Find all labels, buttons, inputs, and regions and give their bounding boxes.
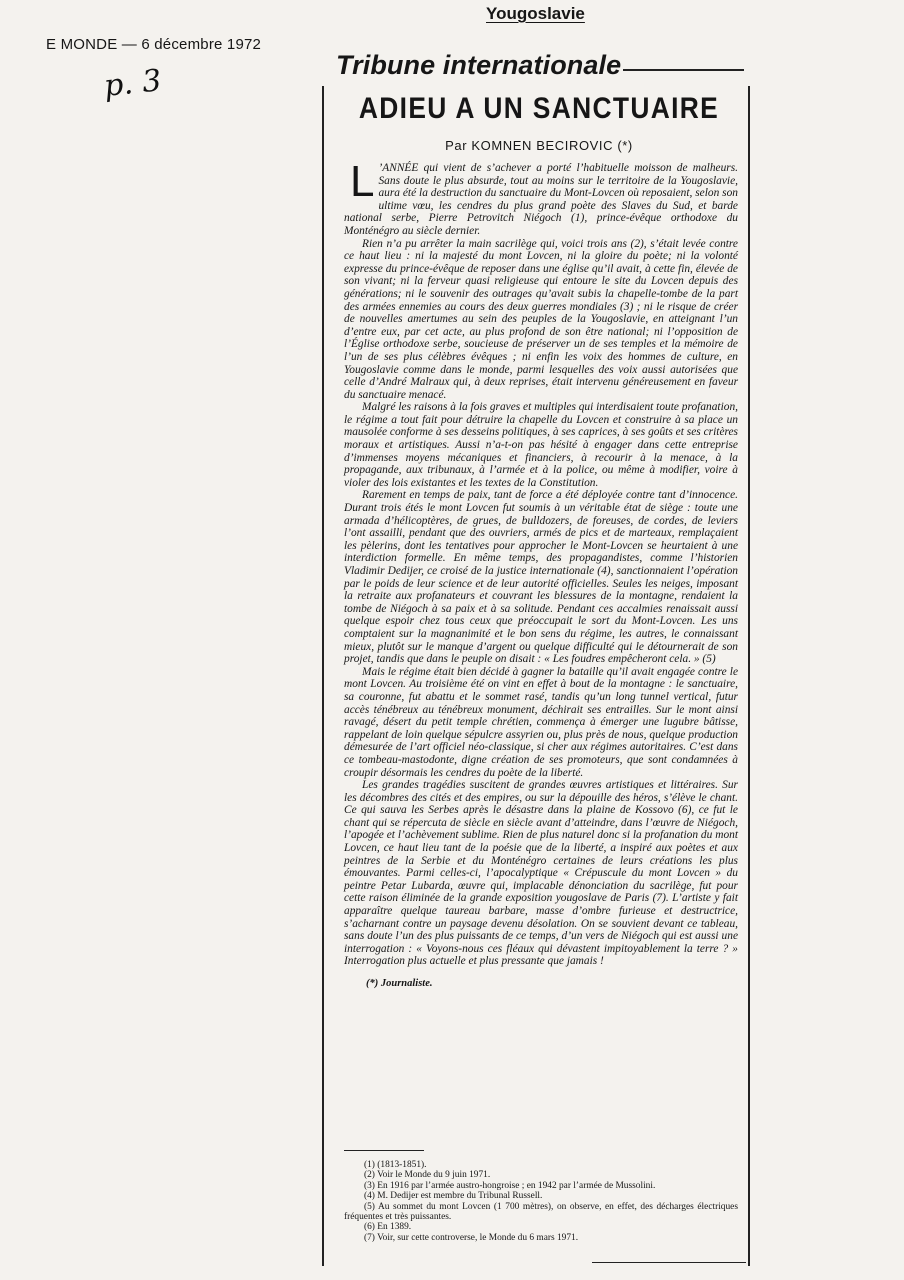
article-paragraph: Rien n’a pu arrêter la main sacrilège qui, voici trois ans (2), s’était levée contre ce haut lieu : ni la majesté du mont Lovcen, ni la gloire du poète; ni la volonté expresse du prince-évêque de reposer dans une église qu’il avait, à cette fin, élevée de son vivant; ni la ferveur quasi religieuse qui entoure le site du Lovcen depuis des générations; ni le souvenir des outrages qu’avait subis la chapelle-tombe de la part des armées ennemies au cours des deux guerres mondiales (3) ; ni le risque de créer de nouvelles amertumes au sein des peuples de la Yougoslavie, en atteignant l’un d’entre eux, par cet acte, au plus profond de son être national; ni l’opposition de l’Église orthodoxe serbe, soucieuse de préserver un de ses temples et la mémoire de l’un de ses plus célèbres évêques ; ni enfin les voix des hommes de culture, en Yougoslavie comme dans le monde, parmi lesquelles des voix aussi autorisées que celle d’André Malraux qui, à deux reprises, était intervenu généreusement en faveur du sanctuaire menacé. bbox=[344, 237, 738, 401]
drop-cap-letter: L bbox=[350, 157, 375, 206]
article-byline: Par KOMNEN BECIROVIC (*) bbox=[445, 138, 633, 153]
footnotes-divider bbox=[344, 1150, 424, 1151]
article-paragraph: Les grandes tragédies suscitent de grandes œuvres artistiques et littéraires. Sur les décombres des cités et des empires, ou sur la dépouille des héros, s’élève le chant. Ce qui sauva les Serbes après le désastre dans la plaine de Kossovo (6), ce fut le chant qui se répercuta de siècle en siècle avant d’atteindre, dans l’œuvre de Niégoch, l’apogée et l’achèvement sublime. Rien de plus naturel donc si la profanation du mont Lovcen, ce haut lieu tant de la poésie que de la liberté, a inspiré aux poètes et aux peintres de la Serbie et du Monténégro certaines de leurs créations les plus émouvantes. Parmi celles-ci, l’apocalyptique « Crépuscule du mont Lovcen » du peintre Petar Lubarda, œuvre qui, implacable dénonciation du sacrilège, fut pour cette raison éliminée de la grande exposition yougoslave de Paris (7). L’artiste y fait apparaître quelque taureau barbare, masse d’ombre furieuse et destructrice, s’acharnant contre un paysage devenu désolation. On se souvient devant ce tableau, sans doute l’un des plus puissants de ce temps, d’un vers de Niégoch qui est aussi une interrogation : « Voyons-nous ces fléaux qui dévastent impitoyablement la terre ? » Interrogation plus actuelle et plus pressante que jamais ! bbox=[344, 779, 738, 968]
footnotes-list bbox=[344, 1160, 738, 1243]
footnote-item: (2) Voir le Monde du 9 juin 1971. bbox=[364, 1170, 491, 1181]
newspaper-masthead-date: E MONDE — 6 décembre 1972 bbox=[46, 36, 262, 53]
handwritten-page-note: p. 3 bbox=[102, 63, 164, 104]
article-headline: ADIEU A UN SANCTUAIRE bbox=[358, 92, 720, 125]
footnote-item: (1) (1813-1851). bbox=[364, 1160, 427, 1170]
footnote-item: (7) Voir, sur cette controverse, le Monde du 6 mars 1971. bbox=[364, 1232, 579, 1243]
article-paragraph: Rarement en temps de paix, tant de force a été déployée contre tant d’innocence. Durant trois étés le mont Lovcen fut soumis à un véritable état de siège : toute une armada d’hélicoptères, de grues, de bulldozers, de foreuses, de cordes, de leviers l’ont assailli, pendant que des ouvriers, armés de pics et de marteaux, remplaçaient les pèlerins, dont les tentatives pour approcher le Mont-Lovcen se heurtaient à une interdiction formelle. En même temps, des propagandistes, comme l’historien Vladimir Dedijer, ce croisé de la justice internationale (4), sanctionnaient l’opération par le poids de leur science et de leur autorité officielles. Seules les neiges, imposant la retraite aux profanateurs et couvrant les blessures de la montagne, rendaient la tombe de Niégoch à sa paix et à sa solitude. Pendant ces accalmies renaissait aussi quelque espoir chez tous ceux que préoccupait le sort du Mont-Lovcen. Les uns comptaient sur la magnanimité et le bon sens du régime, les autres, le connaissant mieux, plutôt sur le manque d’argent ou quelque difficulté qui le détournerait de son projet, tandis que dans le peuple on disait : « Les foudres empêcheront cela. » (5) bbox=[344, 489, 738, 666]
article-paragraph-text: ’ANNÉE qui vient de s’achever a porté l’habituelle moisson de malheurs. Sans doute le plus absurde, tout au moins sur le territoire de la Yougoslavie, aura été la destruction du sanctuaire du Mont-Lovcen où reposaient, selon son ultime vœu, les cendres du plus grand poète des Slaves du Sud, et barde national serbe, Pierre Petrovitch Niégoch (1), prince-évêque orthodoxe du Monténégro au siècle dernier. bbox=[344, 162, 738, 237]
section-title: Tribune internationale bbox=[336, 50, 622, 80]
footnote-item: (6) En 1389. bbox=[364, 1222, 412, 1233]
footnote-item: (3) En 1916 par l’armée austro-hongroise ; en 1942 par l’armée de Mussolini. bbox=[364, 1180, 656, 1191]
bottom-rule bbox=[592, 1262, 746, 1263]
footnote-item: (5) Au sommet du mont Lovcen (1 700 mètres), on observe, en effet, des décharges électriques fréquentes et très puissantes. bbox=[344, 1201, 738, 1223]
section-country-label: Yougoslavie bbox=[486, 4, 585, 23]
article-paragraph: Mais le régime était bien décidé à gagner la bataille qu’il avait engagée contre le mont Lovcen. Au troisième été on vint en effet à bout de la montagne : le sanctuaire, sa couronne, fut abattu et le sommet rasé, tandis qu’un long tunnel vertical, futur accès ténébreux au ténébreux monument, déchirait ses entrailles. Sur le mont ainsi ravagé, désert du petit temple chrétien, commença à émerger une lugubre bâtisse, rappelant de loin quelque sépulcre assyrien ou, plus près de nous, quelque production démesurée de l’art officiel néo-classique, si cher aux régimes autoritaires. C’est dans ce tombeau-mastodonte, digne création de ses promoteurs, que sont condamnées à croupir désormais les cendres du poète de la liberté. bbox=[344, 665, 738, 779]
footnote-item: (4) M. Dedijer est membre du Tribunal Russell. bbox=[364, 1191, 543, 1202]
section-header bbox=[336, 50, 744, 81]
article-body bbox=[344, 157, 738, 991]
section-title-rule bbox=[623, 69, 744, 71]
article-paragraph: Malgré les raisons à la fois graves et multiples qui interdisaient toute profanation, le régime a tout fait pour détruire la chapelle du Lovcen et construire à sa place un mausolée conforme à ses desseins politiques, à ses caprices, à ses goûts et ses critères moraux et artistiques. Aussi n’a-t-on pas hésité à engager dans cette entreprise d’immenses moyens mécaniques et financiers, à recourir à la menace, à la propagande, aux tribunaux, à l’armée et à la police, ou même à modifier, voire à violer des lois existantes et les textes de la Constitution. bbox=[344, 401, 738, 489]
article-paragraph bbox=[344, 157, 738, 238]
author-note: (*) Journaliste. bbox=[366, 978, 433, 989]
